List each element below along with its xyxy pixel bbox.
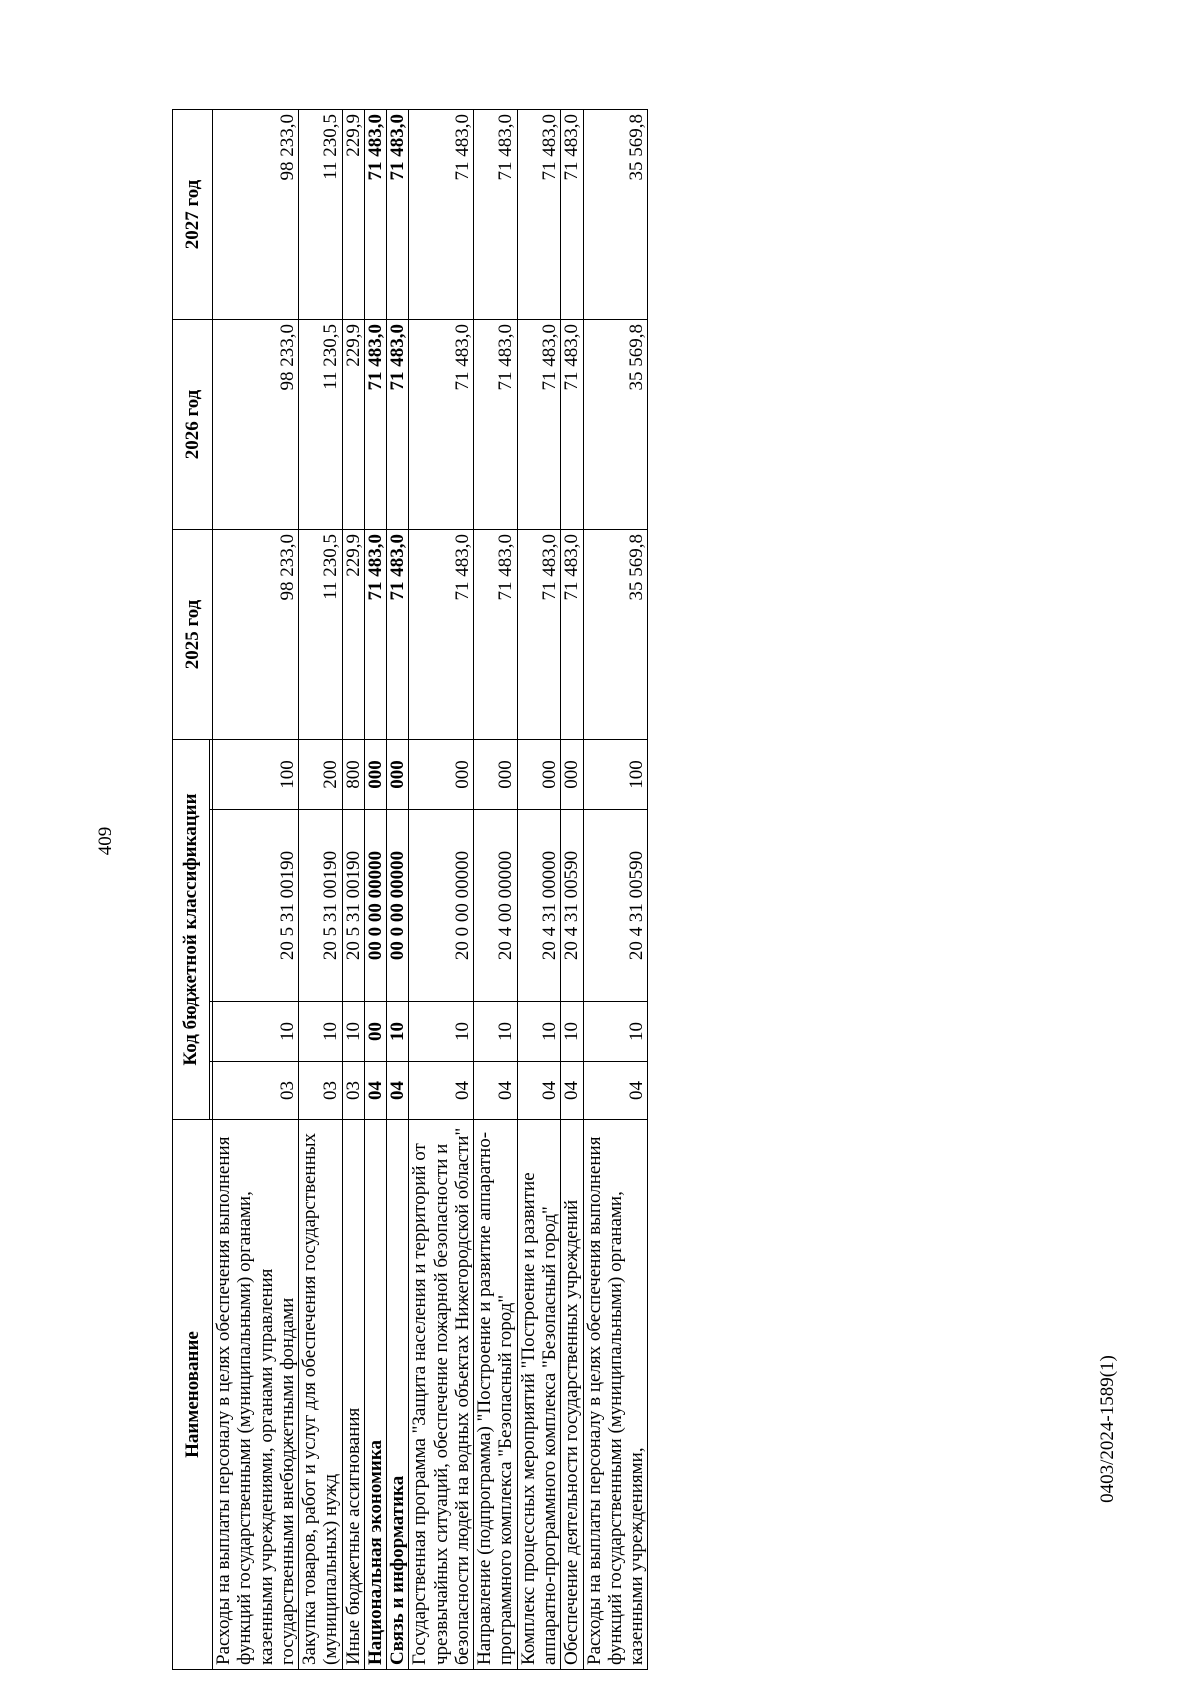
value-2025: 98 233,0 xyxy=(213,529,299,739)
value-2025: 229,9 xyxy=(342,529,364,739)
code-subsection: 10 xyxy=(299,1002,343,1062)
code-section: 04 xyxy=(387,1062,409,1120)
value-2027: 229,9 xyxy=(342,109,364,319)
code-expense-type: 000 xyxy=(474,739,518,809)
value-2025: 35 569,8 xyxy=(583,529,648,739)
value-2026: 71 483,0 xyxy=(364,319,386,529)
code-subsection: 10 xyxy=(583,1002,648,1062)
table-row xyxy=(474,109,518,1669)
row-name: Национальная экономика xyxy=(364,1120,386,1670)
table-row xyxy=(583,109,648,1669)
document-code: 0403/2024-1589(1) xyxy=(1097,1355,1118,1503)
code-target-article: 20 0 00 00000 xyxy=(409,810,474,1002)
value-2027: 71 483,0 xyxy=(387,109,409,319)
value-2027: 98 233,0 xyxy=(213,109,299,319)
table-row xyxy=(409,109,474,1669)
code-subsection: 10 xyxy=(561,1002,583,1062)
value-2026: 98 233,0 xyxy=(213,319,299,529)
code-section: 04 xyxy=(561,1062,583,1120)
table-row xyxy=(213,109,299,1669)
value-2027: 71 483,0 xyxy=(364,109,386,319)
value-2026: 71 483,0 xyxy=(387,319,409,529)
code-target-article: 20 4 31 00590 xyxy=(561,810,583,1002)
row-name: Связь и информатика xyxy=(387,1120,409,1670)
value-2026: 35 569,8 xyxy=(583,319,648,529)
code-section: 04 xyxy=(409,1062,474,1120)
code-subsection: 10 xyxy=(342,1002,364,1062)
header-2026: 2026 год xyxy=(173,319,213,529)
code-target-article: 20 4 31 00000 xyxy=(517,810,561,1002)
value-2025: 71 483,0 xyxy=(409,529,474,739)
value-2027: 71 483,0 xyxy=(474,109,518,319)
value-2026: 71 483,0 xyxy=(561,319,583,529)
value-2025: 71 483,0 xyxy=(474,529,518,739)
row-name: Государственная программа "Защита населения и территорий от чрезвычайных ситуаций, обеспечение пожарной безопасности и безопасности людей на водных объектах Нижегородской области" xyxy=(409,1120,474,1670)
value-2026: 71 483,0 xyxy=(517,319,561,529)
value-2025: 71 483,0 xyxy=(387,529,409,739)
code-target-article: 20 5 31 00190 xyxy=(213,810,299,1002)
row-name: Направление (подпрограмма) "Построение и развитие аппаратно-программного комплекса "Безопасный город" xyxy=(474,1120,518,1670)
code-expense-type: 000 xyxy=(364,739,386,809)
code-section: 04 xyxy=(474,1062,518,1120)
value-2025: 71 483,0 xyxy=(561,529,583,739)
code-expense-type: 100 xyxy=(583,739,648,809)
header-code: Код бюджетной классификации xyxy=(173,739,210,1119)
row-name: Иные бюджетные ассигнования xyxy=(342,1120,364,1670)
header-2027: 2027 год xyxy=(173,109,213,319)
code-subsection: 10 xyxy=(387,1002,409,1062)
value-2025: 71 483,0 xyxy=(364,529,386,739)
table-row xyxy=(387,109,409,1669)
code-subsection: 10 xyxy=(213,1002,299,1062)
rotated-table-wrapper xyxy=(172,110,648,1670)
value-2027: 71 483,0 xyxy=(409,109,474,319)
code-section: 03 xyxy=(213,1062,299,1120)
code-subsection: 00 xyxy=(364,1002,386,1062)
code-section: 03 xyxy=(299,1062,343,1120)
value-2026: 71 483,0 xyxy=(474,319,518,529)
value-2027: 35 569,8 xyxy=(583,109,648,319)
code-target-article: 20 5 31 00190 xyxy=(299,810,343,1002)
code-target-article: 00 0 00 00000 xyxy=(364,810,386,1002)
code-target-article: 20 4 00 00000 xyxy=(474,810,518,1002)
row-name: Расходы на выплаты персоналу в целях обеспечения выполнения функций государственными (муниципальными) органами, казенными учреждениями, органами управления государственными внебюджетными фондами xyxy=(213,1120,299,1670)
code-expense-type: 000 xyxy=(387,739,409,809)
code-section: 04 xyxy=(583,1062,648,1120)
value-2026: 71 483,0 xyxy=(409,319,474,529)
code-section: 03 xyxy=(342,1062,364,1120)
code-subsection: 10 xyxy=(474,1002,518,1062)
value-2027: 71 483,0 xyxy=(561,109,583,319)
code-expense-type: 200 xyxy=(299,739,343,809)
value-2025: 11 230,5 xyxy=(299,529,343,739)
code-subsection: 10 xyxy=(409,1002,474,1062)
value-2027: 11 230,5 xyxy=(299,109,343,319)
table-row xyxy=(517,109,561,1669)
code-expense-type: 000 xyxy=(561,739,583,809)
code-expense-type: 800 xyxy=(342,739,364,809)
row-name: Комплекс процессных мероприятий "Построение и развитие аппаратно-программного комплекса "Безопасный город" xyxy=(517,1120,561,1670)
value-2027: 71 483,0 xyxy=(517,109,561,319)
code-expense-type: 000 xyxy=(409,739,474,809)
value-2025: 71 483,0 xyxy=(517,529,561,739)
code-target-article: 00 0 00 00000 xyxy=(387,810,409,1002)
table-body xyxy=(213,109,648,1669)
page-number: 409 xyxy=(95,826,116,856)
value-2026: 229,9 xyxy=(342,319,364,529)
header-2025: 2025 год xyxy=(173,529,213,739)
code-expense-type: 100 xyxy=(213,739,299,809)
row-name: Расходы на выплаты персоналу в целях обеспечения выполнения функций государственными (муниципальными) органами, казенными учреждениями, xyxy=(583,1120,648,1670)
budget-table xyxy=(172,109,648,1670)
code-target-article: 20 5 31 00190 xyxy=(342,810,364,1002)
table-row xyxy=(561,109,583,1669)
row-name: Обеспечение деятельности государственных учреждений xyxy=(561,1120,583,1670)
code-section: 04 xyxy=(364,1062,386,1120)
code-section: 04 xyxy=(517,1062,561,1120)
table-row xyxy=(342,109,364,1669)
header-name: Наименование xyxy=(173,1120,213,1670)
code-subsection: 10 xyxy=(517,1002,561,1062)
code-expense-type: 000 xyxy=(517,739,561,809)
value-2026: 11 230,5 xyxy=(299,319,343,529)
code-target-article: 20 4 31 00590 xyxy=(583,810,648,1002)
table-row xyxy=(299,109,343,1669)
row-name: Закупка товаров, работ и услуг для обеспечения государственных (муниципальных) нужд xyxy=(299,1120,343,1670)
table-row xyxy=(364,109,386,1669)
